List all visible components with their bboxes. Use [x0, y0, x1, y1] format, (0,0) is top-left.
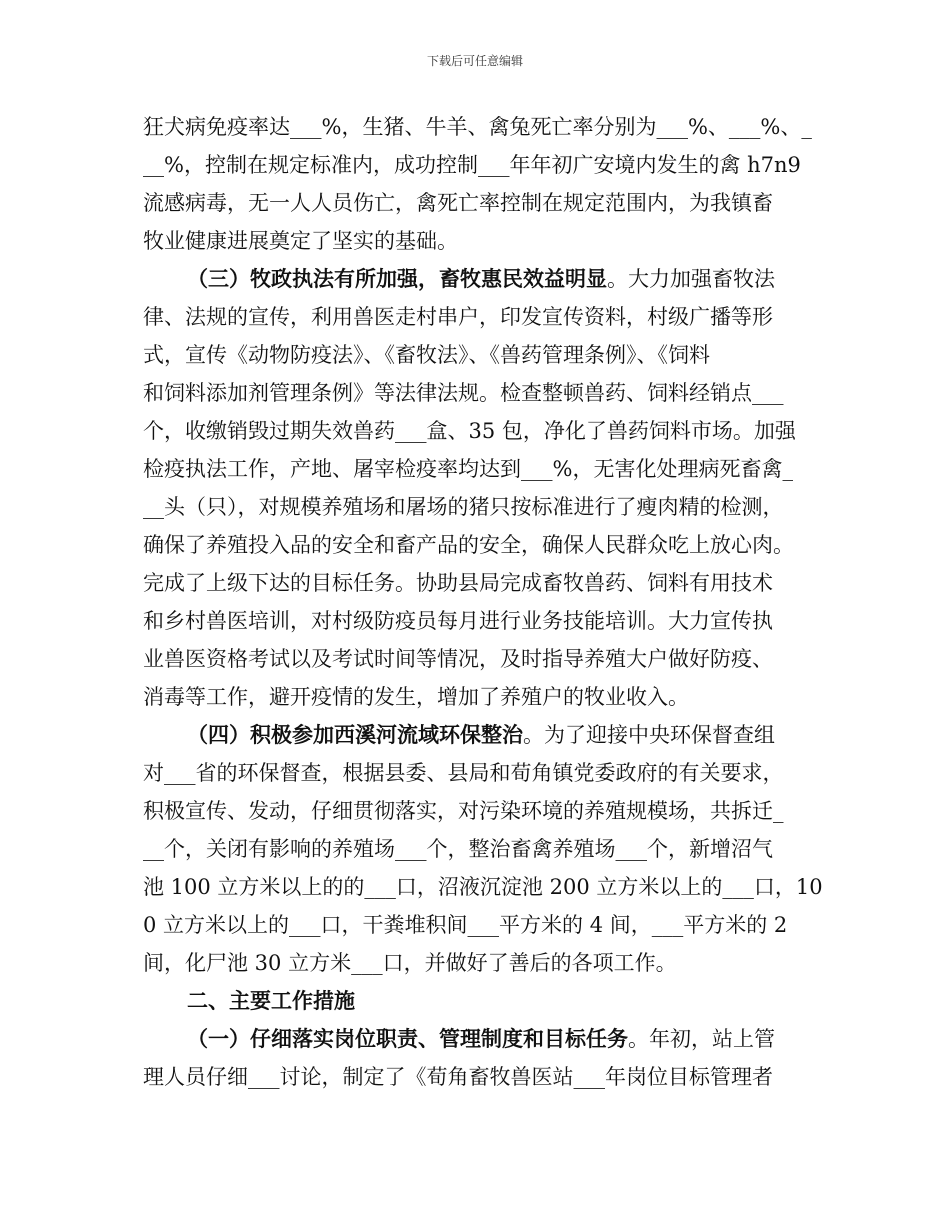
- section-heading-4: [143, 716, 825, 754]
- page-header: 下载后可任意编辑: [426, 54, 523, 68]
- line-text: __头（只），对规模养殖场和屠场的猪只按标准进行了瘦肉精的检测，: [143, 495, 784, 519]
- main-section-heading: [143, 982, 825, 1020]
- line-text: 间，化尸池 30 立方米___口，并做好了善后的各项工作。: [143, 951, 677, 975]
- text-line: [143, 602, 825, 640]
- text-line: [143, 336, 825, 374]
- line-text: 消毒等工作，避开疫情的发生，增加了养殖户的牧业收入。: [143, 685, 689, 709]
- section-heading-1: [143, 1020, 825, 1058]
- text-line: [143, 108, 825, 146]
- heading-text: （四）积极参加西溪河流域环保整治: [187, 722, 523, 747]
- text-line: [143, 830, 825, 868]
- text-line: [143, 640, 825, 678]
- line-text: __个，关闭有影响的养殖场___个，整治畜禽养殖场___个，新增沼气: [143, 837, 773, 861]
- text-line: [143, 906, 825, 944]
- line-text: 完成了上级下达的目标任务。协助县局完成畜牧兽药、饲料有用技术: [143, 571, 773, 595]
- text-line: [143, 754, 825, 792]
- text-line: [143, 868, 825, 906]
- document-body: [143, 108, 825, 1096]
- line-text: 池 100 立方米以上的的___口，沼液沉淀池 200 立方米以上的___口，10: [143, 875, 823, 899]
- heading-text: 二、主要工作措施: [187, 988, 355, 1013]
- section-heading-3: [143, 260, 825, 298]
- line-text: 确保了养殖投入品的安全和畜产品的安全，确保人民群众吃上放心肉。: [143, 533, 794, 557]
- text-line: [143, 222, 825, 260]
- line-text: 流感病毒，无一人人员伤亡，禽死亡率控制在规定范围内，为我镇畜: [143, 191, 773, 215]
- line-text: 和饲料添加剂管理条例》等法律法规。检查整顿兽药、饲料经销点___: [143, 381, 784, 405]
- text-line: [143, 944, 825, 982]
- line-text: 业兽医资格考试以及考试时间等情况，及时指导养殖大户做好防疫、: [143, 647, 773, 671]
- line-text: 检疫执法工作，产地、屠宰检疫率均达到___%，无害化处理病死畜禽_: [143, 457, 793, 481]
- text-line: [143, 526, 825, 564]
- line-text: 个，收缴销毁过期失效兽药___盒、35 包，净化了兽药饲料市场。加强: [143, 419, 796, 443]
- line-text: 式，宣传《动物防疫法》、《畜牧法》、《兽药管理条例》、《饲料: [143, 343, 710, 367]
- line-text: 。年初，站上管: [628, 1027, 775, 1051]
- text-line: [143, 450, 825, 488]
- text-line: [143, 374, 825, 412]
- text-line: [143, 298, 825, 336]
- text-line: [143, 564, 825, 602]
- line-text: 牧业健康进展奠定了坚实的基础。: [143, 229, 458, 253]
- text-line: [143, 184, 825, 222]
- line-text: 理人员仔细___讨论，制定了《荀角畜牧兽医站___年岗位目标管理者: [143, 1065, 773, 1089]
- text-line: [143, 678, 825, 716]
- text-line: [143, 412, 825, 450]
- line-text: 积极宣传、发动，仔细贯彻落实，对污染环境的养殖规模场，共拆迁_: [143, 799, 784, 823]
- line-text: 律、法规的宣传，利用兽医走村串户，印发宣传资料，村级广播等形: [143, 305, 773, 329]
- heading-text: （三）牧政执法有所加强，畜牧惠民效益明显: [187, 266, 607, 291]
- text-line: [143, 146, 825, 184]
- line-text: 。大力加强畜牧法: [607, 267, 775, 291]
- line-text: 和乡村兽医培训，对村级防疫员每月进行业务技能培训。大力宣传执: [143, 609, 773, 633]
- line-text: __%，控制在规定标准内，成功控制___年年初广安境内发生的禽 h7n9: [143, 153, 801, 177]
- text-line: [143, 488, 825, 526]
- text-line: [143, 1058, 825, 1096]
- line-text: 0 立方米以上的___口，干粪堆积间___平方米的 4 间，___平方米的 2: [143, 913, 788, 937]
- text-line: [143, 792, 825, 830]
- line-text: 对___省的环保督查，根据县委、县局和荀角镇党委政府的有关要求，: [143, 761, 784, 785]
- line-text: 。为了迎接中央环保督查组: [523, 723, 775, 747]
- line-text: 狂犬病免疫率达___%，生猪、牛羊、禽兔死亡率分别为___%、___%、_: [143, 115, 812, 139]
- heading-text: （一）仔细落实岗位职责、管理制度和目标任务: [187, 1026, 628, 1051]
